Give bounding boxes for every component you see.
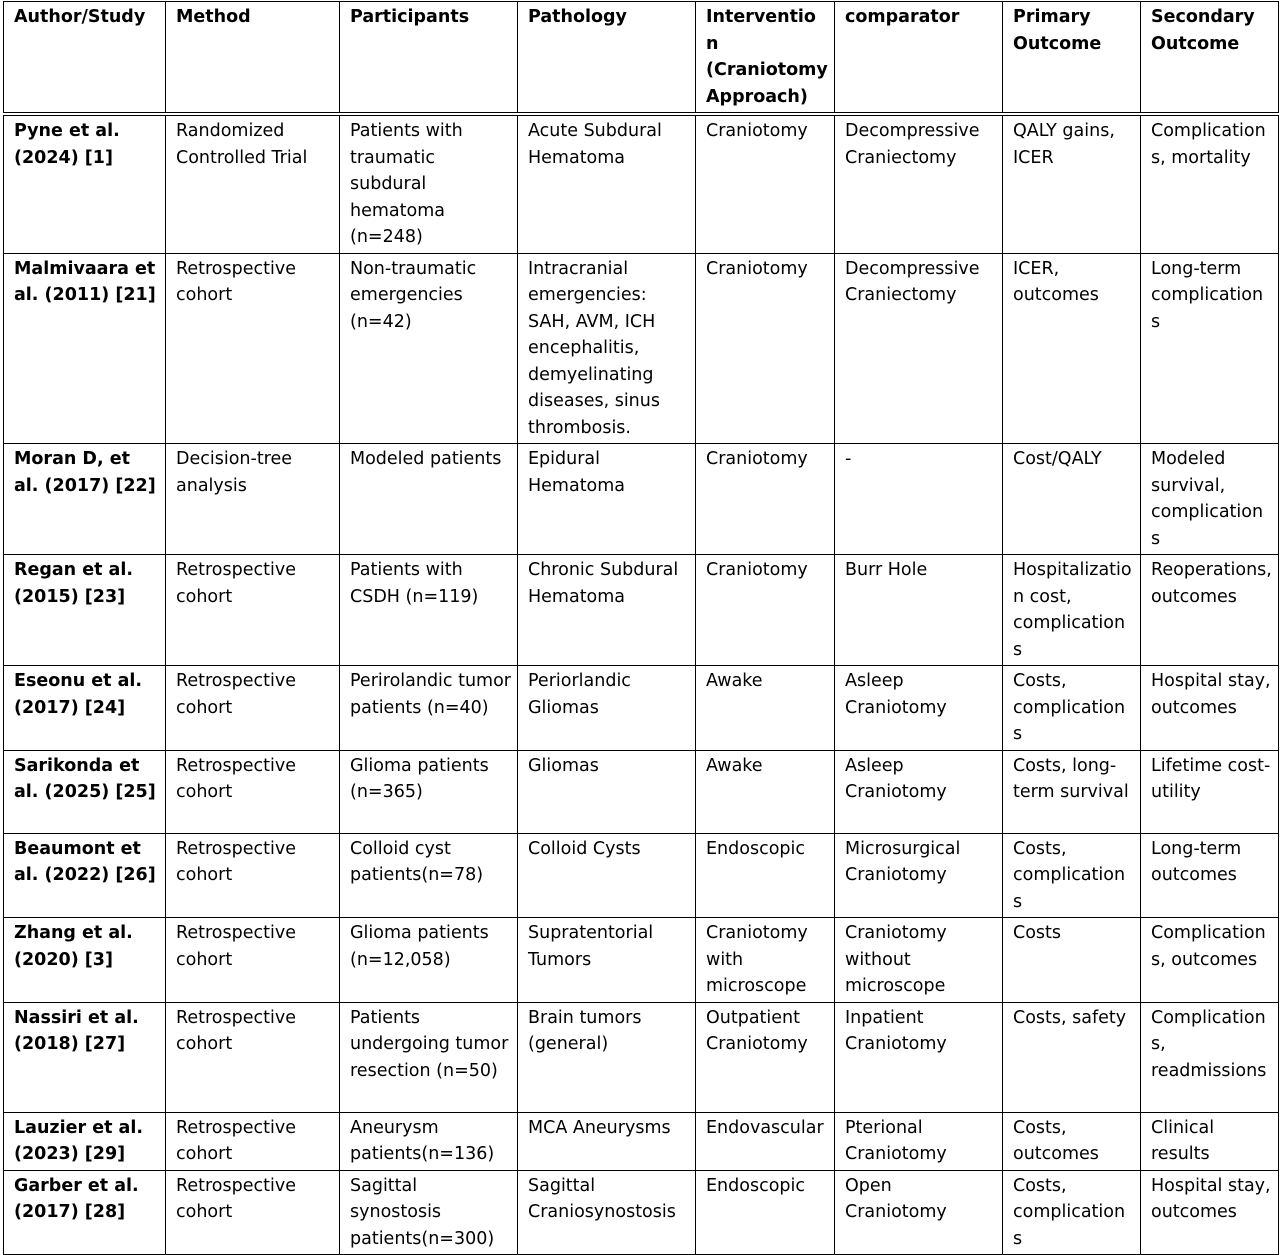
cell-intervention: Endoscopic (696, 1170, 835, 1255)
cell-secondary-outcome: Reoperations, outcomes (1141, 555, 1279, 666)
table-row (4, 1170, 1279, 1255)
cell-primary-outcome: Costs, long-term survival (1003, 750, 1141, 833)
cell-participants: Patients with CSDH (n=119) (340, 555, 518, 666)
cell-comparator: - (835, 444, 1003, 555)
cell-method: Retrospective cohort (166, 1002, 340, 1112)
cell-author: Lauzier et al. (2023) [29] (4, 1112, 166, 1170)
cell-comparator: Microsurgical Craniotomy (835, 833, 1003, 918)
cell-pathology: Brain tumors (general) (518, 1002, 696, 1112)
cell-method: Retrospective cohort (166, 833, 340, 918)
cell-pathology: MCA Aneurysms (518, 1112, 696, 1170)
cell-comparator: Decompressive Craniectomy (835, 253, 1003, 444)
cell-author: Regan et al. (2015) [23] (4, 555, 166, 666)
header-intervention: Intervention (Craniotomy Approach) (696, 2, 835, 115)
cell-method: Retrospective cohort (166, 555, 340, 666)
header-primary-outcome: Primary Outcome (1003, 2, 1141, 115)
cell-pathology: Gliomas (518, 750, 696, 833)
cell-primary-outcome: QALY gains, ICER (1003, 114, 1141, 253)
table-row (4, 114, 1279, 253)
cell-pathology: Chronic Subdural Hematoma (518, 555, 696, 666)
cell-intervention: Awake (696, 666, 835, 751)
cell-pathology: Supratentorial Tumors (518, 918, 696, 1003)
cell-secondary-outcome: Clinical results (1141, 1112, 1279, 1170)
header-secondary-outcome: Secondary Outcome (1141, 2, 1279, 115)
cell-comparator: Open Craniotomy (835, 1170, 1003, 1255)
cell-participants: Glioma patients (n=12,058) (340, 918, 518, 1003)
studies-table (3, 1, 1279, 1255)
cell-comparator: Decompressive Craniectomy (835, 114, 1003, 253)
cell-comparator: Craniotomy without microscope (835, 918, 1003, 1003)
cell-method: Retrospective cohort (166, 750, 340, 833)
cell-participants: Aneurysm patients(n=136) (340, 1112, 518, 1170)
header-author-study: Author/Study (4, 2, 166, 115)
cell-secondary-outcome: Modeled survival, complications (1141, 444, 1279, 555)
cell-secondary-outcome: Complications, readmissions (1141, 1002, 1279, 1112)
cell-primary-outcome: ICER, outcomes (1003, 253, 1141, 444)
cell-intervention: Endoscopic (696, 833, 835, 918)
table-row (4, 750, 1279, 833)
cell-secondary-outcome: Complications, mortality (1141, 114, 1279, 253)
cell-intervention: Outpatient Craniotomy (696, 1002, 835, 1112)
table-row (4, 833, 1279, 918)
header-pathology: Pathology (518, 2, 696, 115)
cell-method: Randomized Controlled Trial (166, 114, 340, 253)
cell-comparator: Asleep Craniotomy (835, 666, 1003, 751)
cell-participants: Colloid cyst patients(n=78) (340, 833, 518, 918)
cell-author: Beaumont et al. (2022) [26] (4, 833, 166, 918)
cell-method: Retrospective cohort (166, 1112, 340, 1170)
cell-pathology: Colloid Cysts (518, 833, 696, 918)
table-row (4, 444, 1279, 555)
cell-primary-outcome: Costs, complications (1003, 666, 1141, 751)
cell-participants: Glioma patients (n=365) (340, 750, 518, 833)
cell-participants: Patients with traumatic subdural hematoma (n=248) (340, 114, 518, 253)
cell-author: Malmivaara et al. (2011) [21] (4, 253, 166, 444)
cell-primary-outcome: Costs (1003, 918, 1141, 1003)
table-row (4, 918, 1279, 1003)
cell-participants: Non-traumatic emergencies (n=42) (340, 253, 518, 444)
cell-comparator: Burr Hole (835, 555, 1003, 666)
cell-method: Retrospective cohort (166, 1170, 340, 1255)
cell-comparator: Asleep Craniotomy (835, 750, 1003, 833)
cell-secondary-outcome: Hospital stay, outcomes (1141, 1170, 1279, 1255)
cell-intervention: Craniotomy with microscope (696, 918, 835, 1003)
header-participants: Participants (340, 2, 518, 115)
cell-method: Decision-tree analysis (166, 444, 340, 555)
cell-participants: Perirolandic tumor patients (n=40) (340, 666, 518, 751)
table-row (4, 666, 1279, 751)
cell-method: Retrospective cohort (166, 666, 340, 751)
cell-intervention: Endovascular (696, 1112, 835, 1170)
cell-intervention: Craniotomy (696, 253, 835, 444)
cell-pathology: Epidural Hematoma (518, 444, 696, 555)
cell-comparator: Pterional Craniotomy (835, 1112, 1003, 1170)
cell-primary-outcome: Costs, outcomes (1003, 1112, 1141, 1170)
cell-author: Zhang et al. (2020) [3] (4, 918, 166, 1003)
table-row (4, 555, 1279, 666)
cell-intervention: Craniotomy (696, 555, 835, 666)
cell-primary-outcome: Hospitalization cost, complications (1003, 555, 1141, 666)
table-row (4, 1002, 1279, 1112)
table-row (4, 1112, 1279, 1170)
cell-pathology: Periorlandic Gliomas (518, 666, 696, 751)
table-body (4, 114, 1279, 1255)
cell-secondary-outcome: Hospital stay, outcomes (1141, 666, 1279, 751)
cell-pathology: Sagittal Craniosynostosis (518, 1170, 696, 1255)
header-comparator: comparator (835, 2, 1003, 115)
cell-intervention: Craniotomy (696, 114, 835, 253)
cell-author: Moran D, et al. (2017) [22] (4, 444, 166, 555)
cell-primary-outcome: Cost/QALY (1003, 444, 1141, 555)
cell-participants: Modeled patients (340, 444, 518, 555)
cell-author: Eseonu et al. (2017) [24] (4, 666, 166, 751)
cell-method: Retrospective cohort (166, 918, 340, 1003)
cell-author: Sarikonda et al. (2025) [25] (4, 750, 166, 833)
cell-author: Nassiri et al. (2018) [27] (4, 1002, 166, 1112)
header-row (4, 2, 1279, 115)
table-row (4, 253, 1279, 444)
cell-pathology: Acute Subdural Hematoma (518, 114, 696, 253)
cell-primary-outcome: Costs, safety (1003, 1002, 1141, 1112)
cell-participants: Patients undergoing tumor resection (n=50) (340, 1002, 518, 1112)
cell-pathology: Intracranial emergencies: SAH, AVM, ICH encephalitis, demyelinating diseases, sinus thrombosis. (518, 253, 696, 444)
cell-intervention: Craniotomy (696, 444, 835, 555)
cell-secondary-outcome: Complications, outcomes (1141, 918, 1279, 1003)
cell-secondary-outcome: Long-term outcomes (1141, 833, 1279, 918)
cell-intervention: Awake (696, 750, 835, 833)
cell-primary-outcome: Costs, complications (1003, 833, 1141, 918)
cell-author: Pyne et al. (2024) [1] (4, 114, 166, 253)
header-method: Method (166, 2, 340, 115)
cell-secondary-outcome: Lifetime cost-utility (1141, 750, 1279, 833)
cell-participants: Sagittal synostosis patients(n=300) (340, 1170, 518, 1255)
cell-primary-outcome: Costs, complications (1003, 1170, 1141, 1255)
cell-method: Retrospective cohort (166, 253, 340, 444)
cell-secondary-outcome: Long-term complications (1141, 253, 1279, 444)
cell-author: Garber et al. (2017) [28] (4, 1170, 166, 1255)
cell-comparator: Inpatient Craniotomy (835, 1002, 1003, 1112)
